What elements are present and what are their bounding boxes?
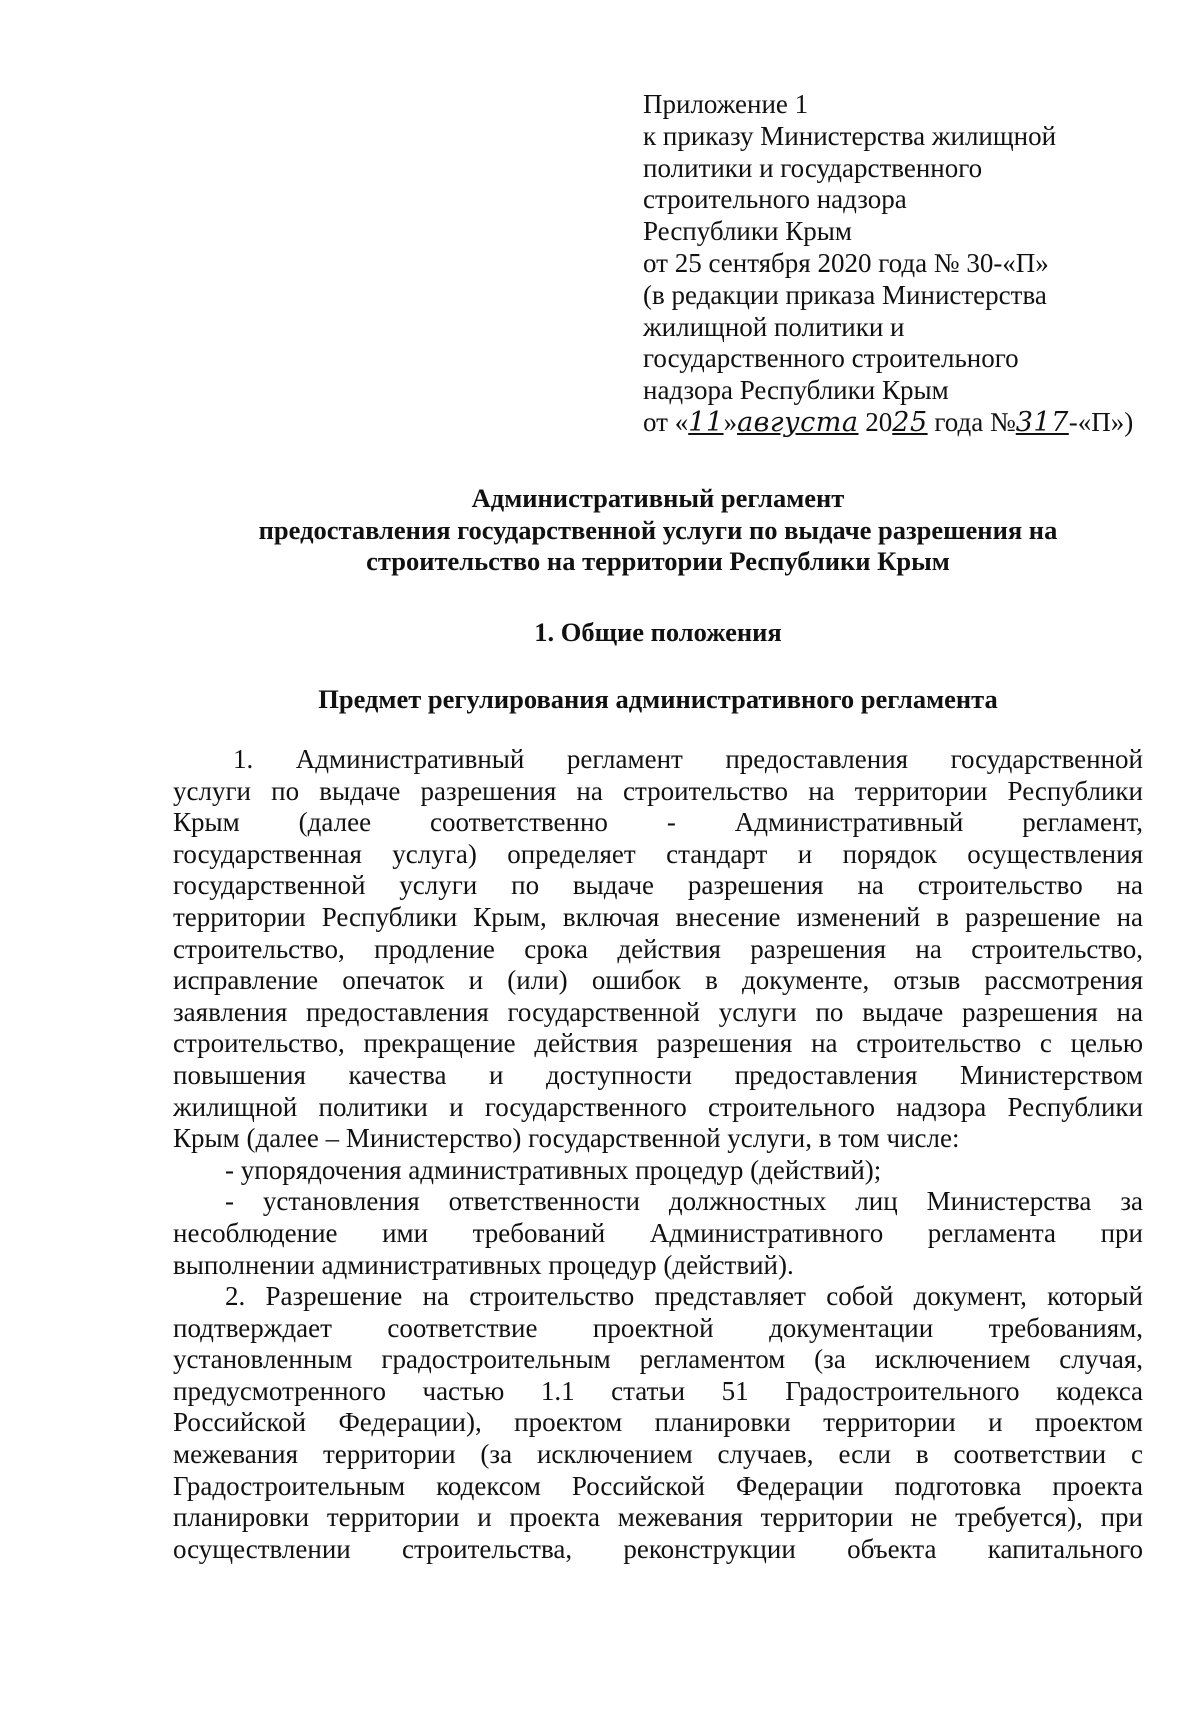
paragraph-line: планировки территории и проекта межевания территории не требуется), при	[173, 1502, 1143, 1533]
paragraph-line: жилищной политики и государственного строительного надзора Республики	[173, 1091, 1143, 1122]
paragraph-line: 2. Разрешение на строительство представляет собой документ, который	[225, 1281, 1143, 1312]
paragraph-line: государственной услуги по выдаче разрешения на строительство на	[173, 870, 1143, 901]
handwritten-day: 11	[688, 406, 724, 438]
amendment-prefix: от «	[643, 406, 689, 437]
amendment-year-prefix: 20	[858, 406, 893, 437]
handwritten-month: августа	[737, 406, 859, 438]
paragraph-line: государственная услуга) определяет стандарт и порядок осуществления	[173, 838, 1143, 869]
handwritten-number: 317	[1015, 406, 1069, 438]
paragraph-line: Крым (далее соответственно - Административный регламент,	[173, 807, 1143, 838]
appendix-line: (в редакции приказа Министерства	[643, 279, 1047, 310]
amendment-sep: »	[723, 406, 738, 437]
paragraph-line: заявления предоставления государственной услуги по выдаче разрешения на	[173, 996, 1143, 1027]
amendment-suffix: -«П»)	[1068, 406, 1134, 437]
appendix-line: политики и государственного	[643, 152, 983, 183]
amendment-date-line	[643, 407, 1163, 439]
appendix-line: жилищной политики и	[643, 311, 905, 342]
appendix-line: Республики Крым	[643, 216, 852, 247]
paragraph-line: предусмотренного частью 1.1 статьи 51 Градостроительного кодекса	[173, 1375, 1143, 1406]
paragraph-line: 1. Административный регламент предоставления государственной	[233, 744, 1143, 774]
paragraph-line: территории Республики Крым, включая внесение изменений в разрешение на	[173, 901, 1143, 932]
appendix-line: государственного строительного	[643, 343, 1019, 374]
paragraph-line: установленным градостроительным регламентом (за исключением случая,	[173, 1344, 1143, 1375]
title-line: строительство на территории Республики Крым	[366, 546, 950, 576]
paragraph-line: межевания территории (за исключением случаев, если в соответствии с	[173, 1439, 1143, 1470]
appendix-line: Приложение 1	[643, 89, 809, 119]
list-item-line: - установления ответственности должностных лиц Министерства за	[225, 1186, 1143, 1217]
section-heading: 1. Общие положения	[534, 617, 782, 647]
paragraph-line: повышения качества и доступности предоставления Министерством	[173, 1059, 1143, 1090]
handwritten-year: 25	[892, 406, 928, 438]
appendix-line: надзора Республики Крым	[643, 375, 949, 406]
paragraph-line: выполнении административных процедур (действий).	[173, 1249, 794, 1280]
paragraph-line: услуги по выдаче разрешения на строительство на территории Республики	[173, 775, 1143, 806]
paragraph-line: несоблюдение ими требований Административного регламента при	[173, 1217, 1143, 1248]
paragraph-line: осуществлении строительства, реконструкции объекта капитального	[173, 1533, 1143, 1564]
appendix-block	[643, 89, 1163, 439]
paragraph-line: Российской Федерации), проектом планировки территории и проектом	[173, 1407, 1143, 1438]
paragraph-line: Градостроительным кодексом Российской Федерации подготовка проекта	[173, 1470, 1143, 1501]
title-line: предоставления государственной услуги по выдаче разрешения на	[258, 514, 1058, 545]
appendix-line: к приказу Министерства жилищной	[643, 120, 1057, 151]
paragraph-line: строительство, продление срока действия разрешения на строительство,	[173, 933, 1143, 964]
paragraph-line: исправление опечаток и (или) ошибок в документе, отзыв рассмотрения	[173, 965, 1143, 996]
paragraph-line: строительство, прекращение действия разрешения на строительство с целью	[173, 1028, 1143, 1059]
paragraph-line: Крым (далее – Министерство) государственной услуги, в том числе:	[173, 1123, 960, 1154]
paragraph-line: подтверждает соответствие проектной документации требованиям,	[173, 1312, 1143, 1343]
appendix-line: строительного надзора	[643, 184, 907, 215]
list-item-line: - упорядочения административных процедур (действий);	[225, 1154, 882, 1185]
amendment-mid: года №	[927, 406, 1016, 437]
document-title	[173, 483, 1143, 578]
appendix-line: от 25 сентября 2020 года № 30-«П»	[643, 247, 1049, 278]
sub-heading: Предмет регулирования административного регламента	[318, 684, 998, 714]
title-line: Административный регламент	[471, 483, 845, 513]
body-text	[173, 744, 1143, 1565]
